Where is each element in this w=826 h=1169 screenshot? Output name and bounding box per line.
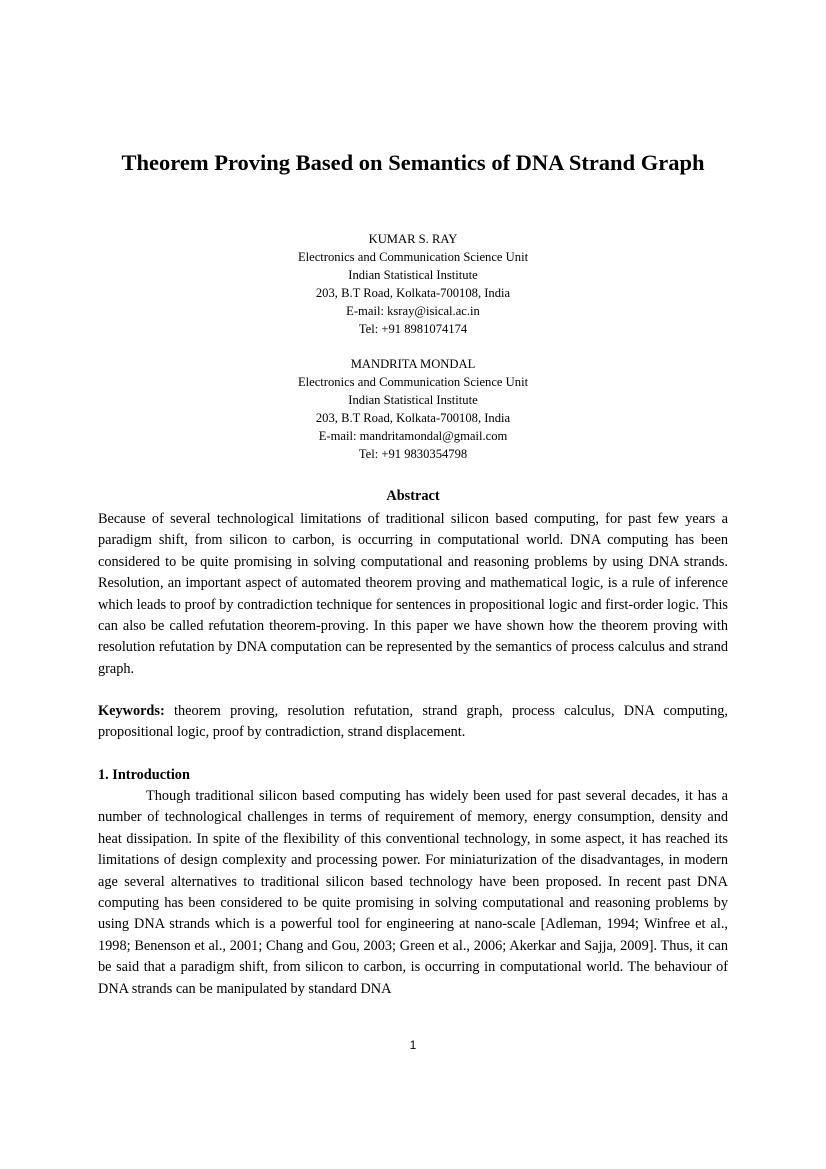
keywords [98,701,728,744]
author-email: E-mail: ksray@isical.ac.in [346,303,480,318]
paper-title: Theorem Proving Based on Semantics of DNA Strand Graph [121,150,705,175]
abstract-heading: Abstract [386,488,440,504]
author-address: 203, B.T Road, Kolkata-700108, India [315,410,511,425]
author-unit: Electronics and Communication Science Unit [297,249,529,264]
author-block-1 [98,231,728,338]
keywords-label: Keywords: [98,703,165,719]
section-heading-introduction: 1. Introduction [98,767,190,783]
author-address: 203, B.T Road, Kolkata-700108, India [315,285,511,300]
abstract-text: Because of several technological limitations of traditional silicon based computing, for past few years a paradigm shift, from silicon to carbon, is occurring in computational world. DNA computing has been considered to be quite promising in solving computational and reasoning problems by using DNA strands. Resolution, an important aspect of automated theorem proving and mathematical logic, is a rule of inference which leads to proof by contradiction technique for sentences in propositional logic and first-order logic. This can also be called refutation theorem-proving. In this paper we have shown how the theorem proving with resolution refutation by DNA computation can be represented by the semantics of process calculus and strand graph. [98,511,728,677]
keywords-text: theorem proving, resolution refutation, strand graph, process calculus, DNA computing, propositional logic, proof by contradiction, strand displacement. [98,703,728,741]
page-number: 1 [409,1038,417,1052]
author-institute: Indian Statistical Institute [348,267,478,282]
introduction-text: Though traditional silicon based computing has widely been used for past several decades, it has a number of technological challenges in terms of requirement of memory, energy consumption, density and heat dissipation. In spite of the flexibility of this conventional technology, in some aspect, it has reached its limitations of design complexity and processing power. For miniaturization of the disadvantages, in modern age several alternatives to traditional silicon based technology have been proposed. In recent past DNA computing has been considered to be quite promising in solving computational and reasoning problems by using DNA strands which is a powerful tool for engineering at nano-scale [Adleman, 1994; Winfree et al., 1998; Benenson et al., 2001; Chang and Gou, 2003; Green et al., 2006; Akerkar and Sajja, 2009]. Thus, it can be said that a paradigm shift, from silicon to carbon, is occurring in computational world. The behaviour of DNA strands can be manipulated by standard DNA [98,788,728,997]
author-email: E-mail: mandritamondal@gmail.com [318,428,508,443]
author-unit: Electronics and Communication Science Unit [297,374,529,389]
author-institute: Indian Statistical Institute [348,392,478,407]
author-block-2 [98,356,728,463]
author-tel: Tel: +91 9830354798 [358,446,468,461]
author-name: MANDRITA MONDAL [350,357,476,371]
author-tel: Tel: +91 8981074174 [358,321,468,336]
author-name: KUMAR S. RAY [368,232,458,246]
